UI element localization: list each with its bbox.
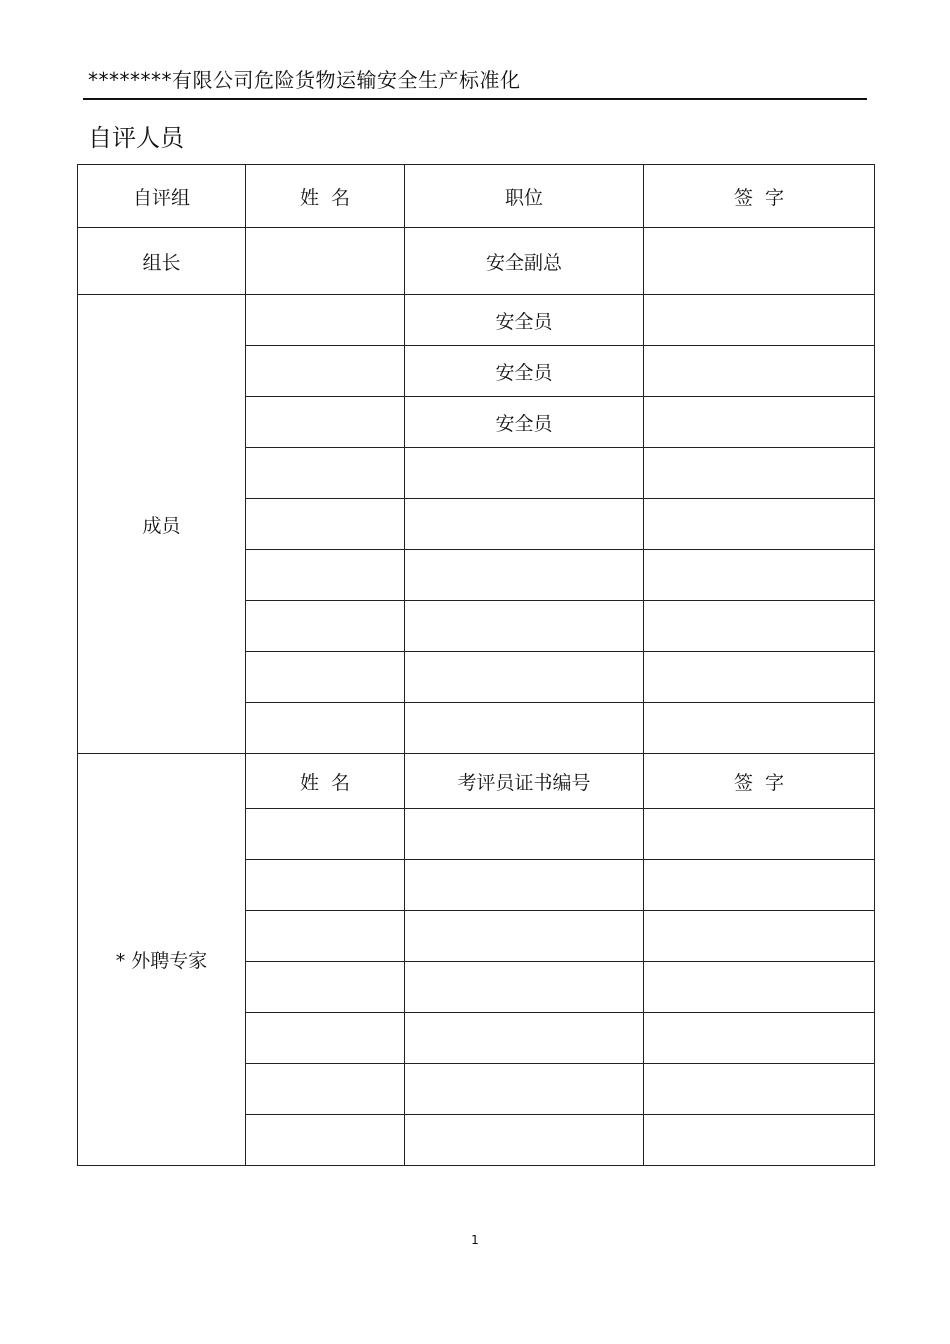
member-signature-field[interactable]	[644, 397, 875, 448]
header-cell-name: 姓 名	[246, 165, 405, 228]
member-name-field[interactable]	[246, 397, 405, 448]
member-position-field[interactable]	[405, 550, 644, 601]
leader-position-cell: 安全副总	[405, 228, 644, 295]
experts-header-certificate: 考评员证书编号	[405, 754, 644, 809]
page-number: 1	[471, 1233, 479, 1247]
header-divider	[83, 98, 867, 100]
member-name-field[interactable]	[246, 601, 405, 652]
expert-name-field[interactable]	[246, 1064, 405, 1115]
member-name-field[interactable]	[246, 295, 405, 346]
member-name-field[interactable]	[246, 448, 405, 499]
expert-name-field[interactable]	[246, 911, 405, 962]
expert-name-field[interactable]	[246, 1115, 405, 1166]
expert-signature-field[interactable]	[644, 809, 875, 860]
member-signature-field[interactable]	[644, 448, 875, 499]
expert-signature-field[interactable]	[644, 1115, 875, 1166]
member-name-field[interactable]	[246, 499, 405, 550]
leader-group-cell: 组长	[78, 228, 246, 295]
member-position-field[interactable]	[405, 703, 644, 754]
member-name-field[interactable]	[246, 346, 405, 397]
expert-signature-field[interactable]	[644, 962, 875, 1013]
member-signature-field[interactable]	[644, 295, 875, 346]
self-assessment-table	[77, 164, 875, 1166]
member-position-cell: 安全员	[405, 295, 644, 346]
member-signature-field[interactable]	[644, 499, 875, 550]
expert-certificate-field[interactable]	[405, 1013, 644, 1064]
member-position-cell: 安全员	[405, 397, 644, 448]
member-position-field[interactable]	[405, 601, 644, 652]
header-cell-group: 自评组	[78, 165, 246, 228]
expert-name-field[interactable]	[246, 962, 405, 1013]
expert-signature-field[interactable]	[644, 911, 875, 962]
member-signature-field[interactable]	[644, 652, 875, 703]
member-name-field[interactable]	[246, 550, 405, 601]
expert-signature-field[interactable]	[644, 1064, 875, 1115]
document-header: ********有限公司危险货物运输安全生产标准化	[88, 68, 521, 92]
expert-name-field[interactable]	[246, 809, 405, 860]
expert-certificate-field[interactable]	[405, 1064, 644, 1115]
members-group-cell: 成员	[78, 295, 246, 754]
experts-group-cell: * 外聘专家	[78, 754, 246, 1166]
expert-signature-field[interactable]	[644, 860, 875, 911]
expert-name-field[interactable]	[246, 860, 405, 911]
expert-certificate-field[interactable]	[405, 860, 644, 911]
expert-certificate-field[interactable]	[405, 911, 644, 962]
member-signature-field[interactable]	[644, 550, 875, 601]
member-signature-field[interactable]	[644, 346, 875, 397]
section-title: 自评人员	[88, 124, 184, 152]
expert-signature-field[interactable]	[644, 1013, 875, 1064]
leader-name-field[interactable]	[246, 228, 405, 295]
member-signature-field[interactable]	[644, 703, 875, 754]
member-position-cell: 安全员	[405, 346, 644, 397]
member-position-field[interactable]	[405, 652, 644, 703]
expert-certificate-field[interactable]	[405, 1115, 644, 1166]
leader-row	[78, 228, 875, 295]
leader-signature-field[interactable]	[644, 228, 875, 295]
experts-header-name: 姓 名	[246, 754, 405, 809]
member-position-field[interactable]	[405, 499, 644, 550]
expert-name-field[interactable]	[246, 1013, 405, 1064]
table-row	[78, 295, 875, 346]
member-signature-field[interactable]	[644, 601, 875, 652]
experts-header-row	[78, 754, 875, 809]
table-header-row	[78, 165, 875, 228]
header-cell-position: 职位	[405, 165, 644, 228]
header-cell-signature: 签 字	[644, 165, 875, 228]
expert-certificate-field[interactable]	[405, 962, 644, 1013]
member-position-field[interactable]	[405, 448, 644, 499]
experts-header-signature: 签 字	[644, 754, 875, 809]
expert-certificate-field[interactable]	[405, 809, 644, 860]
member-name-field[interactable]	[246, 703, 405, 754]
member-name-field[interactable]	[246, 652, 405, 703]
